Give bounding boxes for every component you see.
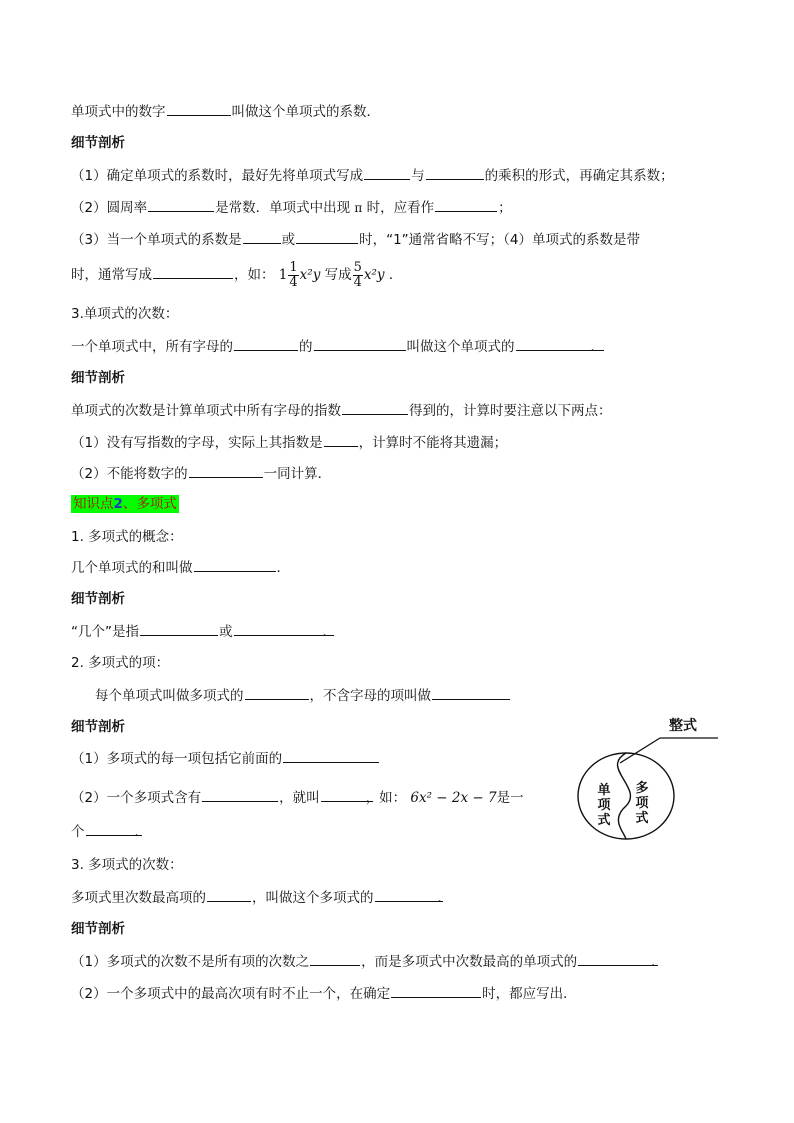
answer-blank[interactable]	[234, 336, 298, 351]
answer-blank[interactable]	[167, 101, 231, 116]
answer-blank[interactable]	[283, 748, 379, 763]
diagram-left-char-1: 单	[597, 783, 611, 798]
diagram-divider-curve	[618, 753, 631, 839]
answer-blank[interactable]	[432, 685, 510, 700]
answer-blank[interactable]	[86, 821, 142, 836]
subsection-polynomial-terms: 2. 多项式的项：	[71, 655, 170, 671]
answer-blank[interactable]	[324, 432, 358, 447]
answer-blank[interactable]	[153, 264, 233, 279]
line-degree-note: 单项式的次数是计算单项式中所有字母的指数 得到的，计算时要注意以下两点：	[71, 400, 612, 421]
line-degree-note-1: （1）没有写指数的字母，实际上其指数是 ，计算时不能将其遗漏；	[71, 432, 507, 453]
line-several-means: “几个”是指 或 ．	[71, 621, 336, 642]
answer-blank[interactable]	[435, 197, 497, 212]
answer-blank[interactable]	[314, 336, 406, 351]
line-polynomial-definition: 几个单项式的和叫做 ．	[71, 557, 290, 578]
answer-blank[interactable]	[375, 887, 443, 902]
line-polynomial-degree-definition: 多项式里次数最高项的 ，叫做这个多项式的 ．	[71, 887, 451, 908]
answer-blank[interactable]	[234, 621, 334, 636]
section-heading-detail: 细节剖析	[71, 591, 125, 607]
integral-expression-diagram	[570, 708, 730, 848]
pi-symbol: π	[354, 201, 363, 215]
answer-blank[interactable]	[391, 983, 481, 998]
line-terms-definition: 每个单项式叫做多项式的 ，不含字母的项叫做	[95, 685, 511, 706]
line-note-2: （2）圆周率 是常数．单项式中出现 π 时，应看作 ；	[71, 197, 512, 218]
line-terms-note-2-cont: 个 ．	[71, 821, 148, 842]
subsection-polynomial-degree: 3. 多项式的次数：	[71, 857, 183, 873]
answer-blank[interactable]	[364, 165, 410, 180]
fraction-one-quarter: $\frac{1}{4}$	[289, 259, 298, 290]
knowledge-point-highlight: 知识点2、多项式	[73, 496, 177, 512]
answer-blank[interactable]	[245, 685, 309, 700]
line-terms-note-2: （2）一个多项式含有 ，就叫 ，如： 6x² − 2x − 7是一	[71, 787, 524, 808]
answer-blank[interactable]	[342, 400, 408, 415]
section-heading-detail: 细节剖析	[71, 719, 125, 735]
answer-blank[interactable]	[243, 229, 281, 244]
answer-blank[interactable]	[140, 621, 218, 636]
answer-blank[interactable]	[296, 229, 358, 244]
answer-blank[interactable]	[426, 165, 484, 180]
line-note-4: 时，通常写成 ，如： 1 $\frac{1}{4}$ x²y 写成 $\frac{5}{4}$ x²y ．	[71, 259, 403, 290]
line-terms-note-1: （1）多项式的每一项包括它前面的	[71, 748, 380, 769]
line-degree-definition: 一个单项式中，所有字母的 的 叫做这个单项式的 ．	[71, 336, 604, 357]
answer-blank[interactable]	[148, 197, 214, 212]
section-heading-detail: 细节剖析	[71, 921, 125, 937]
diagram-title: 整式	[669, 718, 697, 734]
line-note-1: （1）确定单项式的系数时，最好先将单项式写成 与 的乘积的形式，再确定其系数；	[71, 165, 674, 186]
diagram-right-char-3: 式	[635, 811, 649, 826]
diagram-leader-line	[620, 738, 660, 763]
diagram-left-char-3: 式	[597, 813, 611, 828]
knowledge-point-banner	[71, 494, 179, 514]
diagram-right-char-1: 多	[635, 781, 649, 796]
subsection-polynomial-concept: 1. 多项式的概念：	[71, 529, 183, 545]
answer-blank[interactable]	[194, 557, 276, 572]
line-note-3: （3）当一个单项式的系数是 或 时，“1”通常省略不写；（4）单项式的系数是带	[71, 229, 640, 250]
line-degree-note-2: （2）不能将数字的 一同计算．	[71, 463, 331, 484]
answer-blank[interactable]	[578, 951, 658, 966]
section-heading-detail: 细节剖析	[71, 135, 125, 151]
answer-blank[interactable]	[310, 951, 360, 966]
line-polynomial-degree-note-1: （1）多项式的次数不是所有项的次数之 ，而是多项式中次数最高的单项式的 ．	[71, 951, 665, 972]
answer-blank[interactable]	[202, 787, 278, 802]
answer-blank[interactable]	[321, 787, 373, 802]
diagram-left-char-2: 项	[597, 798, 611, 813]
section-heading-detail: 细节剖析	[71, 370, 125, 386]
answer-blank[interactable]	[189, 463, 263, 478]
diagram-outer-circle	[578, 753, 674, 839]
subsection-degree-monomial: 3.单项式的次数：	[71, 306, 179, 322]
line-coefficient-definition: 单项式中的数字 叫做这个单项式的系数．	[71, 101, 380, 122]
diagram-right-char-2: 项	[635, 796, 649, 811]
line-polynomial-degree-note-2: （2）一个多项式中的最高次项有时不止一个，在确定 时，都应写出．	[71, 983, 577, 1004]
answer-blank[interactable]	[207, 887, 251, 902]
fraction-five-quarters: $\frac{5}{4}$	[353, 259, 362, 290]
polynomial-example: 6x² − 2x − 7	[410, 790, 497, 806]
